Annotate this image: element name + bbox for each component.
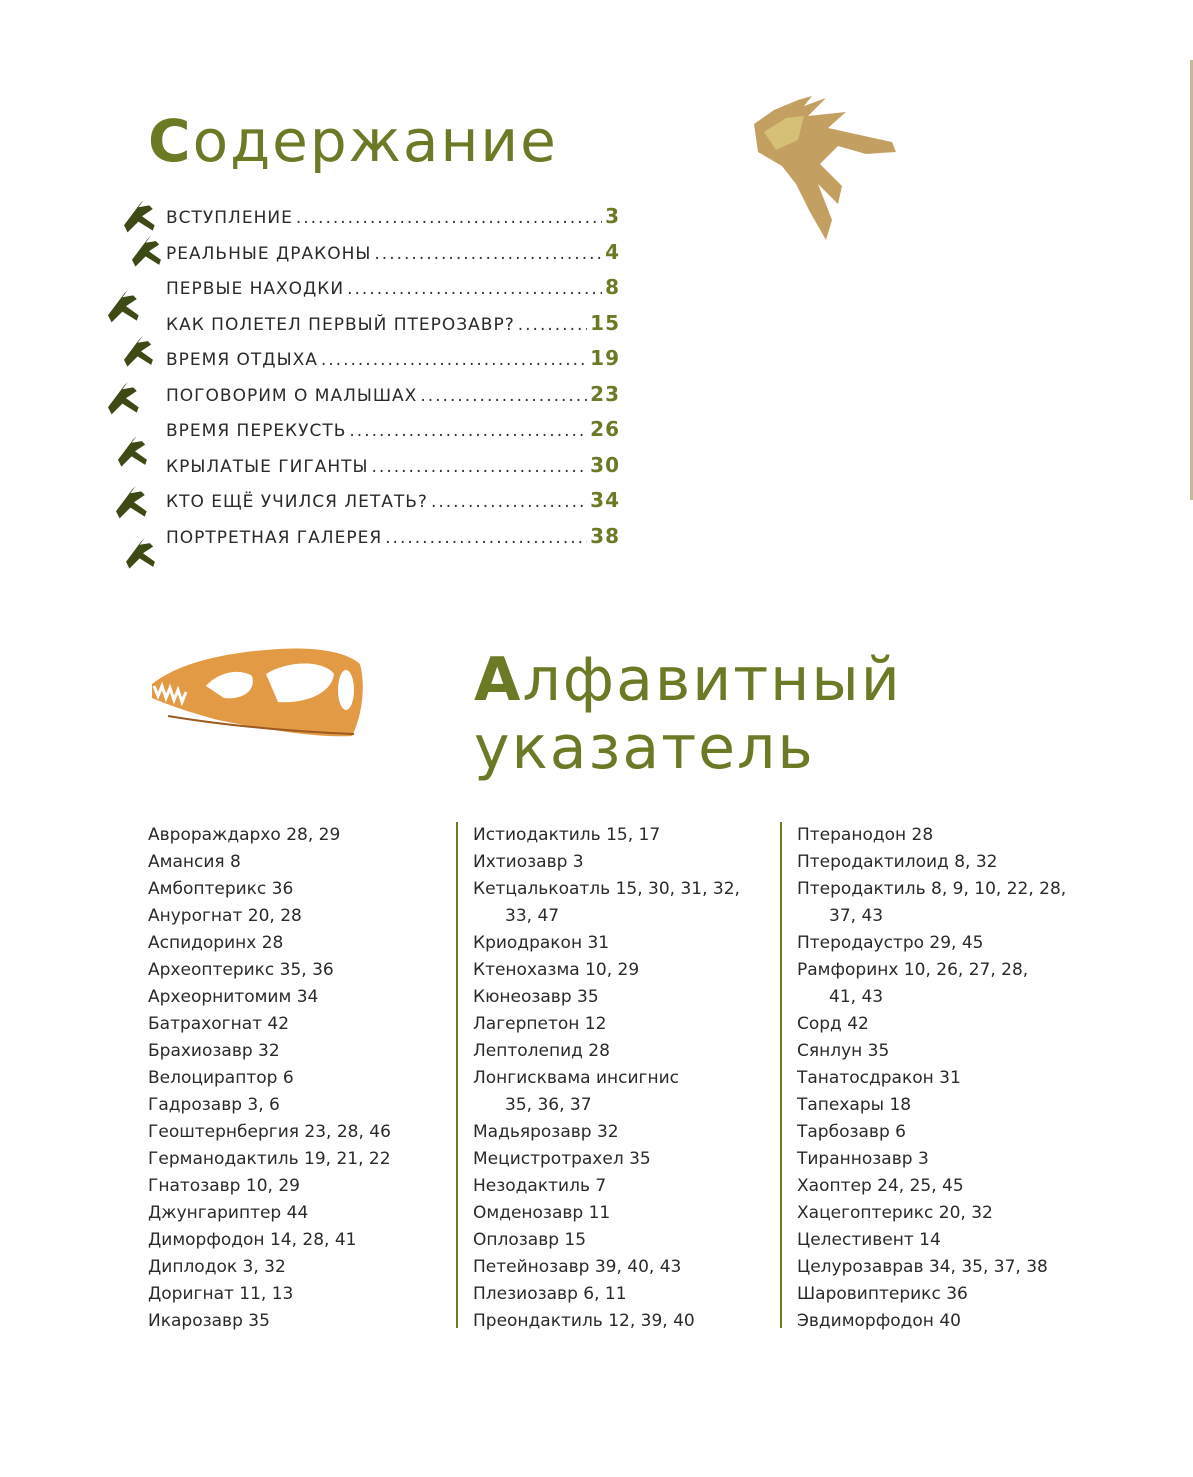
- index-entry: Диморфодон 14, 28, 41: [148, 1230, 357, 1250]
- pterosaur-footprint-icon: [746, 94, 900, 242]
- index-column-1: [148, 822, 391, 1335]
- contents-item[interactable]: [166, 311, 620, 347]
- dot-leader: [347, 279, 602, 299]
- index-entry: Брахиозавр 32: [148, 1041, 280, 1061]
- dot-leader: [372, 457, 588, 477]
- index-entry: Икарозавр 35: [148, 1311, 270, 1331]
- contents-item-label: КРЫЛАТЫЕ ГИГАНТЫ: [166, 456, 369, 477]
- index-entry: Аспидоринх 28: [148, 933, 284, 953]
- index-entry: Рамфоринх 10, 26, 27, 28,: [797, 960, 1029, 980]
- index-entry: Кетцалькоатль 15, 30, 31, 32,: [473, 879, 740, 899]
- index-entry: Птеродактилоид 8, 32: [797, 852, 998, 872]
- index-entry: Оплозавр 15: [473, 1230, 587, 1250]
- index-entry: Анурогнат 20, 28: [148, 906, 302, 926]
- index-entry: Шаровиптерикс 36: [797, 1284, 968, 1304]
- index-entry: Археоптерикс 35, 36: [148, 960, 334, 980]
- contents-item-page: 38: [590, 523, 620, 548]
- index-entry: Сорд 42: [797, 1014, 869, 1034]
- index-entry: Германодактиль 19, 21, 22: [148, 1149, 391, 1169]
- index-entry: 37, 43: [829, 906, 884, 926]
- index-entry: Батрахогнат 42: [148, 1014, 290, 1034]
- index-entry: Хаоптер 24, 25, 45: [797, 1176, 964, 1196]
- index-entry: Целестивент 14: [797, 1230, 941, 1250]
- dot-leader: [385, 528, 587, 548]
- column-divider: [456, 822, 458, 1328]
- index-entry: 33, 47: [505, 906, 560, 926]
- contents-list: [166, 204, 620, 559]
- index-entry: Лагерпетон 12: [473, 1014, 607, 1034]
- contents-item[interactable]: [166, 382, 620, 418]
- contents-item[interactable]: [166, 453, 620, 489]
- contents-item-label: КАК ПОЛЕТЕЛ ПЕРВЫЙ ПТЕРОЗАВР?: [166, 314, 515, 335]
- index-entry: Геоштернбергия 23, 28, 46: [148, 1122, 391, 1142]
- contents-item-label: ПОГОВОРИМ О МАЛЫШАХ: [166, 385, 418, 406]
- dot-leader: [420, 386, 587, 406]
- contents-item[interactable]: [166, 275, 620, 311]
- index-entry: Лонгисквама инсигнис: [473, 1068, 679, 1088]
- dot-leader: [374, 244, 602, 264]
- contents-title: Содержание: [148, 107, 558, 175]
- index-entry: Криодракон 31: [473, 933, 610, 953]
- index-entry: Велоцираптор 6: [148, 1068, 294, 1088]
- contents-item[interactable]: [166, 204, 620, 240]
- dot-leader: [349, 421, 587, 441]
- contents-item[interactable]: [166, 240, 620, 276]
- contents-item-page: 23: [590, 381, 620, 406]
- index-entry: Эвдиморфодон 40: [797, 1311, 961, 1331]
- index-entry: Лептолепид 28: [473, 1041, 610, 1061]
- dot-leader: [431, 492, 587, 512]
- index-entry: Джунгариптер 44: [148, 1203, 309, 1223]
- index-entry: Кюнеозавр 35: [473, 987, 599, 1007]
- dot-leader: [518, 315, 587, 335]
- index-title: Алфавитный указатель: [474, 645, 902, 783]
- contents-item-page: 34: [590, 488, 620, 512]
- dot-leader: [296, 208, 602, 228]
- index-entry: Плезиозавр 6, 11: [473, 1284, 627, 1304]
- index-entry: Птеродаустро 29, 45: [797, 933, 984, 953]
- contents-item-page: 15: [590, 310, 620, 335]
- contents-item[interactable]: [166, 417, 620, 453]
- contents-item-label: ВСТУПЛЕНИЕ: [166, 208, 293, 228]
- index-entry: Доригнат 11, 13: [148, 1284, 294, 1304]
- index-entry: Петейнозавр 39, 40, 43: [473, 1257, 682, 1277]
- contents-item-label: ПОРТРЕТНАЯ ГАЛЕРЕЯ: [166, 527, 383, 548]
- contents-item-page: 30: [590, 452, 620, 477]
- index-entry: Тапехары 18: [797, 1095, 912, 1115]
- index-entry: Целурозаврав 34, 35, 37, 38: [797, 1257, 1048, 1277]
- contents-item-label: ВРЕМЯ ПЕРЕКУСТЬ: [166, 421, 347, 441]
- contents-item-page: 26: [590, 417, 620, 441]
- index-entry: Аврораждархо 28, 29: [148, 825, 341, 845]
- index-entry: Диплодок 3, 32: [148, 1257, 286, 1277]
- contents-item-page: 8: [605, 275, 620, 299]
- dot-leader: [321, 350, 587, 370]
- index-column-3: [797, 822, 1066, 1335]
- index-entry: Преондактиль 12, 39, 40: [473, 1311, 695, 1331]
- index-entry: Омденозавр 11: [473, 1203, 611, 1223]
- contents-item-page: 3: [605, 204, 620, 228]
- index-entry: Гадрозавр 3, 6: [148, 1095, 280, 1115]
- index-entry: Тарбозавр 6: [797, 1122, 906, 1142]
- contents-item-label: КТО ЕЩЁ УЧИЛСЯ ЛЕТАТЬ?: [166, 492, 428, 512]
- index-entry: Танатосдракон 31: [797, 1068, 961, 1088]
- index-entry: Птеродактиль 8, 9, 10, 22, 28,: [797, 879, 1067, 899]
- contents-item-page: 19: [590, 346, 620, 370]
- index-entry: Амансия 8: [148, 852, 241, 872]
- column-divider: [780, 822, 782, 1328]
- index-entry: 35, 36, 37: [505, 1095, 592, 1115]
- index-entry: 41, 43: [829, 987, 884, 1007]
- skull-icon: [148, 646, 366, 742]
- footprint-track-icon: [102, 198, 166, 582]
- index-entry: Ихтиозавр 3: [473, 852, 584, 872]
- contents-item-label: ВРЕМЯ ОТДЫХА: [166, 350, 318, 370]
- index-entry: Тираннозавр 3: [797, 1149, 929, 1169]
- index-entry: Ктенохазма 10, 29: [473, 960, 640, 980]
- index-entry: Мадьярозавр 32: [473, 1122, 619, 1142]
- index-entry: Хацегоптерикс 20, 32: [797, 1203, 993, 1223]
- index-entry: Истиодактиль 15, 17: [473, 825, 661, 845]
- index-entry: Мецистротрахел 35: [473, 1149, 651, 1169]
- contents-item[interactable]: [166, 524, 620, 560]
- index-entry: Незодактиль 7: [473, 1176, 607, 1196]
- index-entry: Гнатозавр 10, 29: [148, 1176, 300, 1196]
- contents-item-page: 4: [605, 239, 620, 264]
- index-column-2: [473, 822, 740, 1335]
- contents-item-label: ПЕРВЫЕ НАХОДКИ: [166, 279, 345, 299]
- index-entry: Амбоптерикс 36: [148, 879, 294, 899]
- index-entry: Птеранодон 28: [797, 825, 934, 845]
- contents-item-label: РЕАЛЬНЫЕ ДРАКОНЫ: [166, 243, 372, 264]
- contents-item[interactable]: [166, 346, 620, 382]
- index-entry: Сянлун 35: [797, 1041, 890, 1061]
- contents-item[interactable]: [166, 488, 620, 524]
- index-entry: Археорнитомим 34: [148, 987, 319, 1007]
